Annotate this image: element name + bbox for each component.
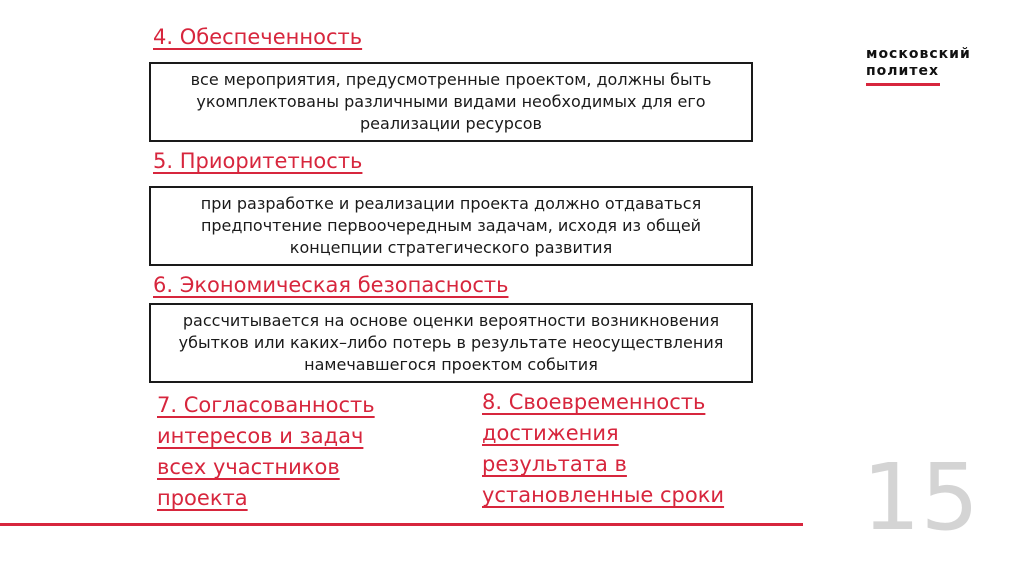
principle-timeliness-line: установленные сроки xyxy=(482,483,725,507)
principle-coordination-line: интересов и задач xyxy=(157,424,364,448)
principle-coordination xyxy=(157,390,375,514)
heading-economic-security: 6. Экономическая безопасность xyxy=(153,273,509,297)
principle-timeliness-line: 8. Своевременность xyxy=(482,390,706,414)
principle-timeliness-line: достижения xyxy=(482,421,619,445)
logo-line-2: пoлитех xyxy=(866,63,939,79)
page-number: 15 xyxy=(862,444,980,551)
logo-line-1: московский xyxy=(866,46,971,62)
principle-timeliness xyxy=(482,387,724,511)
logo-accent-bar xyxy=(866,83,940,86)
box-priority xyxy=(149,186,753,266)
principle-timeliness-line: результата в xyxy=(482,452,627,476)
box-economic-security xyxy=(149,303,753,383)
principle-coordination-line: всех участников xyxy=(157,455,340,479)
box-priority-text: при разработке и реализации проекта должно отдаваться предпочтение первоочередным задачам, исходя из общей концепции стратегического развития xyxy=(200,194,702,257)
moscow-polytech-logo xyxy=(866,46,986,86)
principle-coordination-line: проекта xyxy=(157,486,248,510)
box-provision xyxy=(149,62,753,142)
box-provision-text: все мероприятия, предусмотренные проектом, должны быть укомплектованы различными видами необходимых для его реализации ресурсов xyxy=(190,70,712,133)
heading-provision: 4. Обеспеченность xyxy=(153,25,363,49)
principle-coordination-line: 7. Согласованность xyxy=(157,393,375,417)
bottom-divider xyxy=(0,523,803,526)
heading-priority: 5. Приоритетность xyxy=(153,149,363,173)
box-economic-security-text: рассчитывается на основе оценки вероятности возникновения убытков или каких–либо потерь в результате неосуществления намечавшегося проектом события xyxy=(178,311,724,374)
